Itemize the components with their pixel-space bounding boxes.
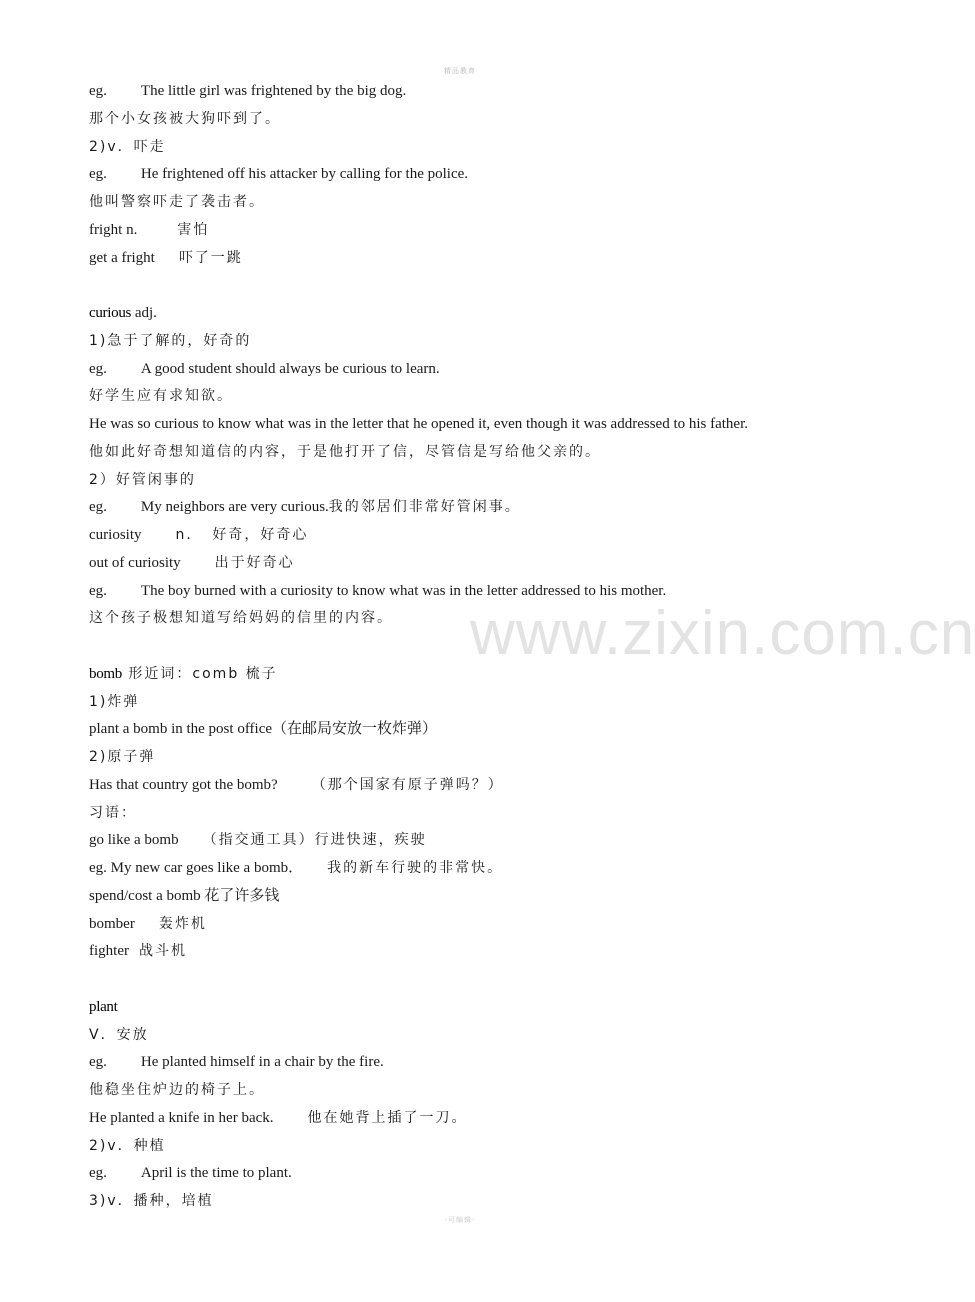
example-line: eg. The little girl was frightened by the big dog. [89,83,407,99]
example-line: eg. He frightened off his attacker by calling for the police. [89,166,469,183]
derivative-line: bomber 轰炸机 [89,915,207,932]
sense-line: 2)v．吓走 [89,138,166,155]
translation-line: 他如此好奇想知道信的内容，于是他打开了信，尽管信是写给他父亲的。 [89,443,601,460]
sense-line: 2)v．种植 [89,1137,166,1154]
translation-line: 好学生应有求知欲。 [89,388,233,405]
translation-line: 他稳坐住炉边的椅子上。 [89,1082,265,1098]
translation-line: 那个小女孩被大狗吓到了。 [89,110,281,127]
translation-line: 这个孩子极想知道写给妈妈的信里的内容。 [89,610,393,627]
example-line: eg. My neighbors are very curious.我的邻居们非常好管闲事。 [89,499,521,516]
derivative-line: curiosity n． 好奇，好奇心 [89,527,309,543]
footer-mark: -可编辑- [444,1216,476,1224]
translation-line: 他叫警察吓走了袭击者。 [89,194,265,210]
example-line: eg. My new car goes like a bomb． 我的新车行驶的非常快。 [89,860,504,876]
entry-heading: plant [89,998,118,1015]
example-line: eg. The boy burned with a curiosity to know what was in the letter addressed to his mother. [89,582,667,599]
phrase-line: out of curiosity 出于好奇心 [89,554,295,571]
derivative-line: fighter 战斗机 [89,943,187,960]
derivative-line: fright n. 害怕 [89,221,210,238]
idiom-label: 习语： [89,804,137,821]
entry-heading: bomb 形近词：comb 梳子 [89,665,278,682]
sense-line: 1)炸弹 [89,693,140,710]
phrase-line: go like a bomb （指交通工具）行进快速，疾驶 [89,832,427,849]
example-line: He was so curious to know what was in the letter that he opened it, even though it was addressed to his father. [89,416,749,432]
sense-line: 3)v．播种，培植 [89,1193,214,1209]
phrase-line: spend/cost a bomb 花了许多钱 [89,887,280,904]
header-mark: 精品教育 [444,67,476,75]
example-line: plant a bomb in the post office（在邮局安放一枚炸弹） [89,721,438,738]
sense-line: 2）好管闲事的 [89,471,196,488]
example-line: eg. A good student should always be curious to learn. [89,360,440,377]
sense-line: 1)急于了解的，好奇的 [89,332,252,349]
example-line: eg. April is the time to plant. [89,1165,292,1182]
phrase-line: get a fright 吓了一跳 [89,249,243,266]
document-body [89,78,889,1216]
sense-line: 2)原子弹 [89,749,156,765]
example-line: Has that country got the bomb? （那个国家有原子弹吗？） [89,776,504,793]
watermark: www.zixin.com.cn [470,599,975,668]
example-line: He planted a knife in her back. 他在她背上插了一刀。 [89,1109,468,1126]
entry-heading: curious adj. [89,305,157,321]
sense-line: V．安放 [89,1026,149,1043]
example-line: eg. He planted himself in a chair by the fire. [89,1054,384,1071]
